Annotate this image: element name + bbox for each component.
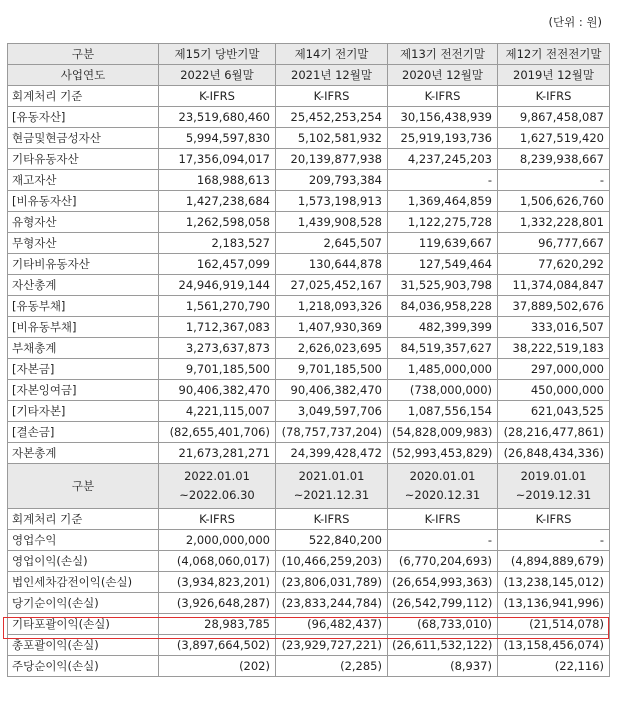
value-cell: 20,139,877,938	[276, 149, 388, 170]
bs-year-row	[8, 65, 610, 86]
value-cell: 5,994,597,830	[159, 128, 276, 149]
bs-header-row	[8, 44, 610, 65]
bs-row	[8, 191, 610, 212]
bs-row	[8, 170, 610, 191]
value-cell: 1,262,598,058	[159, 212, 276, 233]
value-cell: 127,549,464	[388, 254, 498, 275]
value-cell: (3,897,664,502)	[159, 635, 276, 656]
row-label: 무형자산	[8, 233, 159, 254]
value-cell: 9,701,185,500	[276, 359, 388, 380]
value-cell: 450,000,000	[498, 380, 610, 401]
row-label: [결손금]	[8, 422, 159, 443]
value-cell: 28,983,785	[159, 614, 276, 635]
row-label: 영업수익	[8, 530, 159, 551]
value-cell: 4,221,115,007	[159, 401, 276, 422]
value-cell: 5,102,581,932	[276, 128, 388, 149]
value-cell: 24,946,919,144	[159, 275, 276, 296]
value-cell: 333,016,507	[498, 317, 610, 338]
period-end: ~2021.12.31	[293, 488, 370, 502]
row-label: 회계처리 기준	[8, 509, 159, 530]
value-cell: 4,237,245,203	[388, 149, 498, 170]
value-cell: (13,158,456,074)	[498, 635, 610, 656]
value-cell: 297,000,000	[498, 359, 610, 380]
value-cell: -	[498, 170, 610, 191]
header-cell: 제15기 당반기말	[159, 44, 276, 65]
row-label: [비유동자산]	[8, 191, 159, 212]
value-cell: 2,626,023,695	[276, 338, 388, 359]
period-start: 2020.01.01	[409, 469, 476, 483]
bs-row	[8, 233, 610, 254]
value-cell: (54,828,009,983)	[388, 422, 498, 443]
value-cell: 84,519,357,627	[388, 338, 498, 359]
value-cell: 1,506,626,760	[498, 191, 610, 212]
row-label: 유형자산	[8, 212, 159, 233]
value-cell: 2,183,527	[159, 233, 276, 254]
value-cell: 522,840,200	[276, 530, 388, 551]
value-cell: 119,639,667	[388, 233, 498, 254]
value-cell: 1,712,367,083	[159, 317, 276, 338]
value-cell: 482,399,399	[388, 317, 498, 338]
header-cell: 2020년 12월말	[388, 65, 498, 86]
value-cell: K-IFRS	[276, 509, 388, 530]
row-label: 주당순이익(손실)	[8, 656, 159, 677]
bs-row	[8, 359, 610, 380]
row-label: 법인세차감전이익(손실)	[8, 572, 159, 593]
value-cell: K-IFRS	[388, 86, 498, 107]
header-cell: 2022년 6월말	[159, 65, 276, 86]
value-cell: K-IFRS	[388, 509, 498, 530]
value-cell: 209,793,384	[276, 170, 388, 191]
value-cell: 23,519,680,460	[159, 107, 276, 128]
value-cell: 96,777,667	[498, 233, 610, 254]
value-cell: (23,929,727,221)	[276, 635, 388, 656]
row-label: [자본잉여금]	[8, 380, 159, 401]
row-label: 총포괄이익(손실)	[8, 635, 159, 656]
row-label: 자산총계	[8, 275, 159, 296]
value-cell: 621,043,525	[498, 401, 610, 422]
value-cell: 21,673,281,271	[159, 443, 276, 464]
row-label: [기타자본]	[8, 401, 159, 422]
bs-row	[8, 107, 610, 128]
row-label: 현금및현금성자산	[8, 128, 159, 149]
bs-row	[8, 401, 610, 422]
bs-row	[8, 275, 610, 296]
value-cell: (13,136,941,996)	[498, 593, 610, 614]
is-row	[8, 614, 610, 635]
value-cell: (78,757,737,204)	[276, 422, 388, 443]
is-row	[8, 530, 610, 551]
value-cell: 162,457,099	[159, 254, 276, 275]
period-start: 2021.01.01	[298, 469, 365, 483]
value-cell: 1,561,270,790	[159, 296, 276, 317]
period-header-cell	[276, 464, 388, 509]
value-cell: 17,356,094,017	[159, 149, 276, 170]
is-header-row	[8, 464, 610, 509]
value-cell: K-IFRS	[276, 86, 388, 107]
bs-row	[8, 128, 610, 149]
value-cell: (8,937)	[388, 656, 498, 677]
financial-summary-table	[7, 43, 610, 677]
bs-row	[8, 149, 610, 170]
is-row	[8, 593, 610, 614]
value-cell: (13,238,145,012)	[498, 572, 610, 593]
is-row	[8, 551, 610, 572]
period-start: 2019.01.01	[520, 469, 587, 483]
is-row	[8, 635, 610, 656]
value-cell: 130,644,878	[276, 254, 388, 275]
value-cell: 90,406,382,470	[276, 380, 388, 401]
value-cell: 1,573,198,913	[276, 191, 388, 212]
bs-row	[8, 422, 610, 443]
header-cell: 제13기 전전기말	[388, 44, 498, 65]
value-cell: 1,122,275,728	[388, 212, 498, 233]
value-cell: 1,627,519,420	[498, 128, 610, 149]
value-cell: (26,542,799,112)	[388, 593, 498, 614]
bs-row	[8, 380, 610, 401]
row-label: 당기순이익(손실)	[8, 593, 159, 614]
bs-row	[8, 317, 610, 338]
value-cell: (23,833,244,784)	[276, 593, 388, 614]
period-header-cell	[498, 464, 610, 509]
unit-note: (단위 : 원)	[548, 15, 602, 29]
value-cell: 11,374,084,847	[498, 275, 610, 296]
row-label: [유동자산]	[8, 107, 159, 128]
value-cell: 9,701,185,500	[159, 359, 276, 380]
value-cell: 27,025,452,167	[276, 275, 388, 296]
value-cell: (3,934,823,201)	[159, 572, 276, 593]
row-label: 재고자산	[8, 170, 159, 191]
period-start: 2022.01.01	[184, 469, 250, 483]
value-cell: (96,482,437)	[276, 614, 388, 635]
value-cell: 3,273,637,873	[159, 338, 276, 359]
value-cell: (82,655,401,706)	[159, 422, 276, 443]
value-cell: (4,068,060,017)	[159, 551, 276, 572]
value-cell: K-IFRS	[498, 86, 610, 107]
period-end: ~2019.12.31	[515, 488, 592, 502]
is-row	[8, 572, 610, 593]
row-label: 부채총계	[8, 338, 159, 359]
header-cell: 사업연도	[8, 65, 159, 86]
header-cell: 2021년 12월말	[276, 65, 388, 86]
value-cell: (6,770,204,693)	[388, 551, 498, 572]
value-cell: 37,889,502,676	[498, 296, 610, 317]
is-row	[8, 656, 610, 677]
row-label: 영업이익(손실)	[8, 551, 159, 572]
row-label: [자본금]	[8, 359, 159, 380]
value-cell: (10,466,259,203)	[276, 551, 388, 572]
bs-row	[8, 443, 610, 464]
bs-row	[8, 338, 610, 359]
bs-row	[8, 254, 610, 275]
header-cell: 구분	[8, 44, 159, 65]
header-cell: 제12기 전전전기말	[498, 44, 610, 65]
row-label: 자본총계	[8, 443, 159, 464]
value-cell: 1,485,000,000	[388, 359, 498, 380]
value-cell: (738,000,000)	[388, 380, 498, 401]
bs-row	[8, 86, 610, 107]
value-cell: (2,285)	[276, 656, 388, 677]
value-cell: (23,806,031,789)	[276, 572, 388, 593]
header-cell: 2019년 12월말	[498, 65, 610, 86]
value-cell: (28,216,477,861)	[498, 422, 610, 443]
row-label: 기타유동자산	[8, 149, 159, 170]
value-cell: 77,620,292	[498, 254, 610, 275]
value-cell: (68,733,010)	[388, 614, 498, 635]
value-cell: (202)	[159, 656, 276, 677]
value-cell: -	[498, 530, 610, 551]
value-cell: 30,156,438,939	[388, 107, 498, 128]
value-cell: 1,369,464,859	[388, 191, 498, 212]
row-label: [유동부채]	[8, 296, 159, 317]
value-cell: (52,993,453,829)	[388, 443, 498, 464]
header-cell: 구분	[8, 464, 159, 509]
value-cell: 1,407,930,369	[276, 317, 388, 338]
value-cell: 1,332,228,801	[498, 212, 610, 233]
value-cell: (26,848,434,336)	[498, 443, 610, 464]
value-cell: 84,036,958,228	[388, 296, 498, 317]
value-cell: 25,919,193,736	[388, 128, 498, 149]
value-cell: -	[388, 530, 498, 551]
header-cell: 제14기 전기말	[276, 44, 388, 65]
row-label: 기타포괄이익(손실)	[8, 614, 159, 635]
row-label: 기타비유동자산	[8, 254, 159, 275]
value-cell: 3,049,597,706	[276, 401, 388, 422]
value-cell: 9,867,458,087	[498, 107, 610, 128]
value-cell: (22,116)	[498, 656, 610, 677]
value-cell: 168,988,613	[159, 170, 276, 191]
value-cell: 25,452,253,254	[276, 107, 388, 128]
value-cell: 31,525,903,798	[388, 275, 498, 296]
value-cell: 1,087,556,154	[388, 401, 498, 422]
value-cell: K-IFRS	[159, 509, 276, 530]
value-cell: (3,926,648,287)	[159, 593, 276, 614]
value-cell: K-IFRS	[159, 86, 276, 107]
period-end: ~2022.06.30	[179, 488, 255, 502]
bs-row	[8, 296, 610, 317]
period-header-cell	[159, 464, 276, 509]
value-cell: 1,439,908,528	[276, 212, 388, 233]
value-cell: 38,222,519,183	[498, 338, 610, 359]
row-label: [비유동부채]	[8, 317, 159, 338]
value-cell: (26,654,993,363)	[388, 572, 498, 593]
is-row	[8, 509, 610, 530]
value-cell: -	[388, 170, 498, 191]
period-end: ~2020.12.31	[404, 488, 481, 502]
value-cell: 1,427,238,684	[159, 191, 276, 212]
value-cell: 90,406,382,470	[159, 380, 276, 401]
value-cell: (26,611,532,122)	[388, 635, 498, 656]
value-cell: 24,399,428,472	[276, 443, 388, 464]
row-label: 회계처리 기준	[8, 86, 159, 107]
value-cell: 2,000,000,000	[159, 530, 276, 551]
period-header-cell	[388, 464, 498, 509]
value-cell: K-IFRS	[498, 509, 610, 530]
value-cell: 8,239,938,667	[498, 149, 610, 170]
bs-row	[8, 212, 610, 233]
value-cell: (21,514,078)	[498, 614, 610, 635]
value-cell: 1,218,093,326	[276, 296, 388, 317]
value-cell: (4,894,889,679)	[498, 551, 610, 572]
value-cell: 2,645,507	[276, 233, 388, 254]
